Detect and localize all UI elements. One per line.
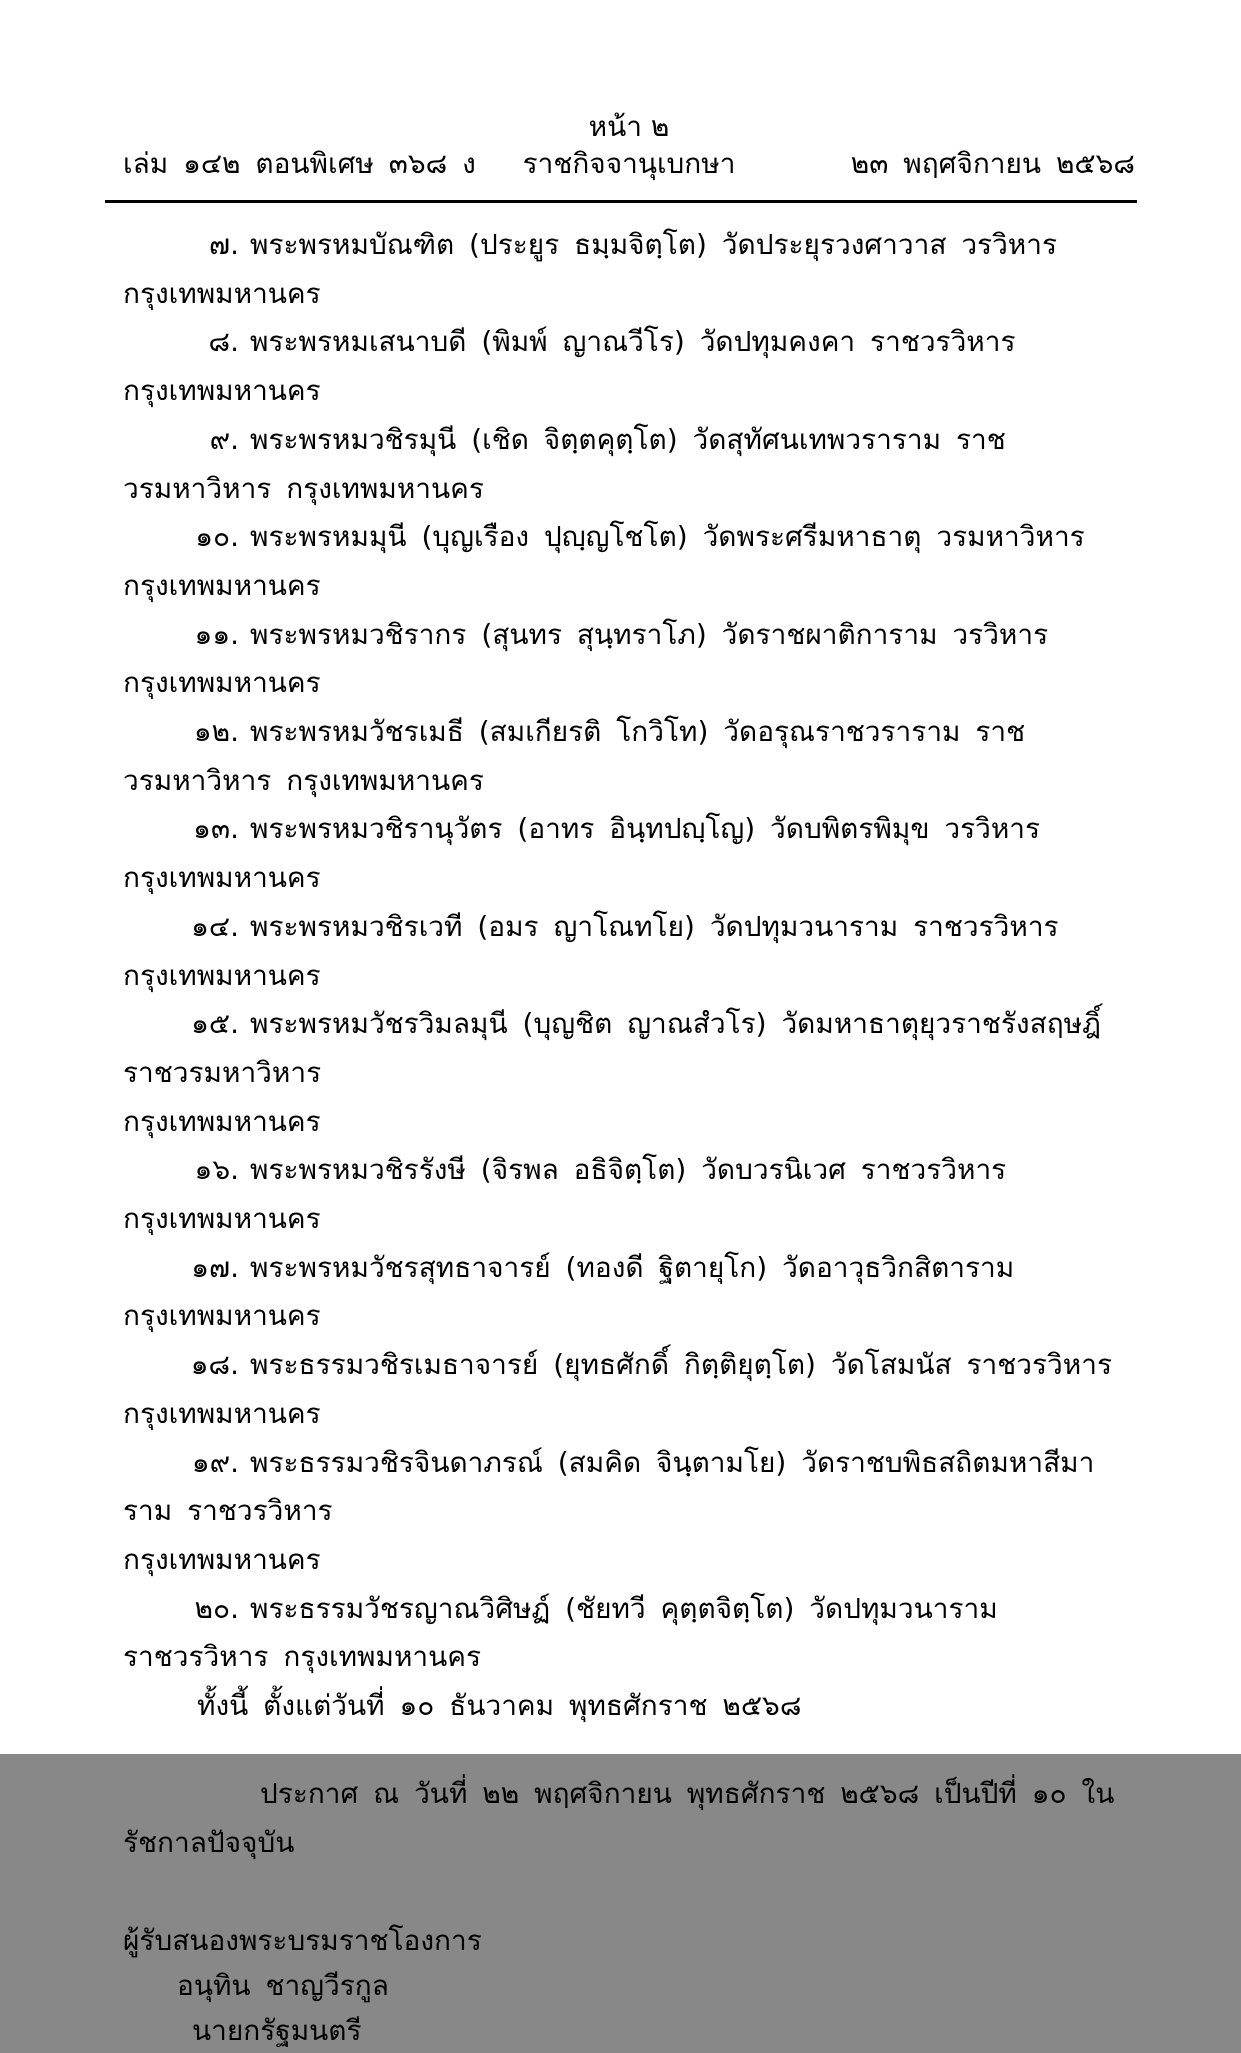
list-item [123,1244,1135,1341]
list-item-text: พระพรหมวชิรานุวัตร (อาทร อินฺทปญฺโญ) วัดบพิตรพิมุข วรวิหาร กรุงเทพมหานคร [123,812,1041,895]
proclamation-line: ประกาศ ณ วันที่ ๒๒ พฤศจิกายน พุทธศักราช ๒๕๖๘ เป็นปีที่ ๑๐ ในรัชกาลปัจจุบัน [123,1776,1115,1859]
list-item-number: ๑๒. [193,715,239,749]
list-item-continuation: กรุงเทพมหานคร [123,1542,321,1576]
volume-issue-label: เล่ม ๑๔๒ ตอนพิเศษ ๓๖๘ ง [123,147,476,180]
list-item-text: พระพรหมวัชรเมธี (สมเกียรติ โกวิโท) วัดอรุณราชวราราม ราชวรมหาวิหาร กรุงเทพมหานคร [123,715,1026,797]
list-item-text: พระพรหมวชิรเวที (อมร ญาโณทโย) วัดปทุมวนาราม ราชวรวิหาร กรุงเทพมหานคร [123,909,1059,992]
list-item-text: พระพรหมบัณฑิต (ประยูร ธมฺมจิตฺโต) วัดประยุรวงศาวาส วรวิหาร กรุงเทพมหานคร [123,228,1058,310]
page-header [123,110,1135,184]
list-item-text: พระพรหมวัชรสุทธาจารย์ (ทองดี ฐิตายุโก) วัดอาวุธวิกสิตาราม กรุงเทพมหานคร [123,1250,1015,1333]
list-item [123,1146,1135,1243]
list-item-continuation: กรุงเทพมหานคร [123,1104,321,1138]
list-item-number: ๑๕. [191,1007,239,1041]
list-item-text: พระธรรมวชิรจินดาภรณ์ (สมคิด จินฺตามโย) วัดราชบพิธสถิตมหาสีมาราม ราชวรวิหาร [123,1445,1095,1528]
countersign-name: อนุทิน ชาญวีรกูล [177,1969,389,2003]
header-divider [105,200,1137,203]
list-item [123,708,1135,805]
list-item-text: พระพรหมวชิรมุนี (เชิด จิตฺตคุตฺโต) วัดสุทัศนเทพวราราม ราชวรมหาวิหาร กรุงเทพมหานคร [123,422,1006,505]
list-item [123,1341,1135,1438]
list-item [123,805,1135,902]
list-item-number: ๒๐. [194,1591,239,1625]
list-item-text: พระพรหมเสนาบดี (พิมพ์ ญาณวีโร) วัดปทุมคงคา ราชวรวิหาร กรุงเทพมหานคร [123,325,1016,408]
header-date: ๒๓ พฤศจิกายน ๒๕๖๘ [850,147,1135,180]
effective-date-line: ทั้งนี้ ตั้งแต่วันที่ ๑๐ ธันวาคม พุทธศักราช ๒๕๖๘ [197,1689,802,1723]
list-item-number: ๗. [209,228,239,261]
list-item-number: ๑๘. [190,1348,239,1382]
list-item-number: ๑๗. [191,1250,239,1284]
list-item-text: พระพรหมวัชรวิมลมุนี (บุญชิต ญาณสํวโร) วัดมหาธาตุยุวราชรังสฤษฎิ์ ราชวรมหาวิหาร [123,1007,1101,1089]
list-item-text: พระธรรมวัชรญาณวิศิษฏ์ (ชัยทวี คุตฺตจิตฺโต) วัดปทุมวนาราม ราชวรวิหาร กรุงเทพมหานคร [123,1591,998,1674]
list-item [123,221,1135,318]
list-item [123,318,1135,415]
list-item-number: ๑๐. [195,520,239,554]
list-item-number: ๑๖. [194,1153,239,1187]
list-item-text: พระพรหมมุนี (บุญเรือง ปุญฺญโชโต) วัดพระศรีมหาธาตุ วรมหาวิหาร กรุงเทพมหานคร [123,520,1085,602]
countersign-label: ผู้รับสนองพระบรมราชโองการ [123,1924,482,1958]
list-item [123,513,1135,610]
list-item [123,1439,1135,1536]
page-number-label: หน้า ๒ [588,110,670,143]
list-item [123,903,1135,1000]
document-body [123,221,1135,2053]
list-item-number: ๑๔. [191,909,239,943]
list-item-number: ๙. [209,422,239,456]
list-item [123,1585,1135,1682]
list-item-number: ๘. [208,325,239,359]
countersign-title: นายกรัฐมนตรี [192,2014,362,2048]
list-item-number: ๑๓. [193,812,239,846]
header-row [123,144,1135,184]
gazette-title: ราชกิจจานุเบกษา [522,147,736,180]
list-item-number: ๑๙. [191,1445,239,1479]
list-item-text: พระพรหมวชิรรังษี (จิรพล อธิจิตฺโต) วัดบวรนิเวศ ราชวรวิหาร กรุงเทพมหานคร [123,1153,1007,1236]
list-item [123,611,1135,708]
list-item-text: พระธรรมวชิรเมธาจารย์ (ยุทธศักดิ์ กิตฺติยุตฺโต) วัดโสมนัส ราชวรวิหาร กรุงเทพมหานคร [123,1348,1112,1430]
list-item-number: ๑๑. [194,617,239,651]
list-item-text: พระพรหมวชิรากร (สุนทร สุนฺทราโภ) วัดราชผาติการาม วรวิหาร กรุงเทพมหานคร [123,617,1049,700]
list-item [123,416,1135,513]
list-item [123,1000,1135,1097]
countersignature-block [123,1918,1135,2053]
